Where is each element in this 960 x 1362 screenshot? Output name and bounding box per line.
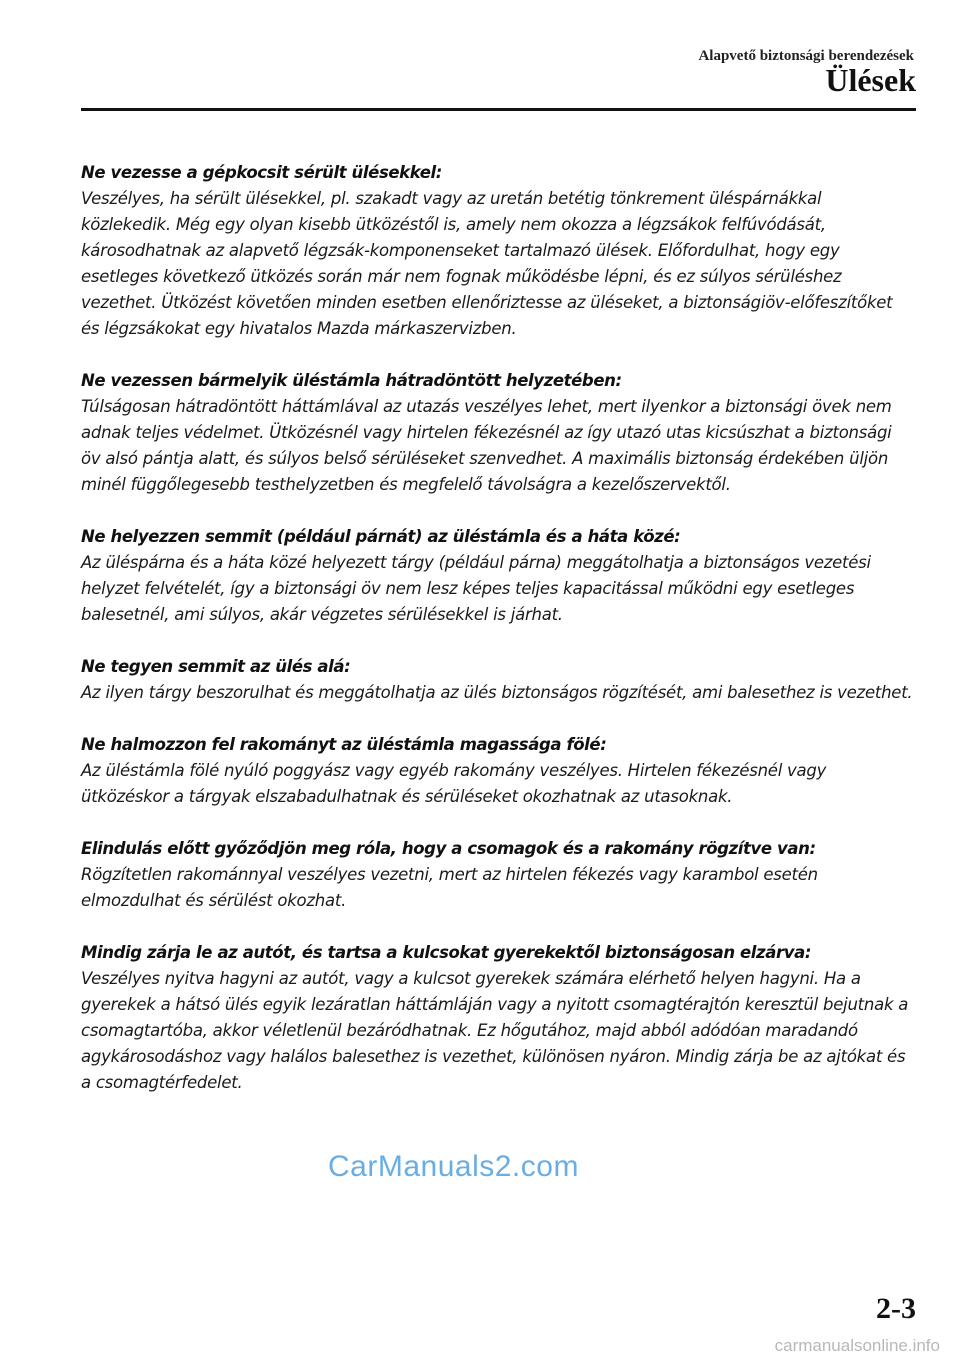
block-heading: Elindulás előtt győződjön meg róla, hogy a csomagok és a rakomány rögzítve van:	[81, 839, 816, 858]
block-heading: Ne vezessen bármelyik üléstámla hátradöntött helyzetében:	[81, 371, 622, 390]
block-heading: Ne halmozzon fel rakományt az üléstámla magassága fölé:	[81, 735, 607, 754]
content-body	[81, 160, 913, 1122]
warning-block-cushion-behind-back	[81, 524, 913, 628]
block-heading: Ne tegyen semmit az ülés alá:	[81, 657, 351, 676]
warning-block-under-seat	[81, 654, 913, 706]
warning-block-damaged-seats	[81, 160, 913, 342]
block-body: Az üléspárna és a háta közé helyezett tárgy (például párna) meggátolhatja a biztonságos vezetési helyzet felvételét, így a biztonsági öv nem lesz képes teljes kapacitással működni egy esetleges balesetnél, ami súlyos, akár végzetes sérülésekkel is járhat.	[81, 553, 871, 624]
footer-watermark: carmanualsonline.info	[774, 1336, 940, 1355]
page-title: Ülések	[825, 62, 916, 98]
header-divider	[81, 108, 916, 111]
page-number: 2-3	[876, 1292, 916, 1325]
watermark-logo: CarManuals2.com	[328, 1150, 579, 1183]
warning-block-reclined-seatback	[81, 368, 913, 498]
block-heading: Mindig zárja le az autót, és tartsa a kulcsokat gyerekektől biztonságosan elzárva:	[81, 943, 812, 962]
block-body: Veszélyes, ha sérült ülésekkel, pl. szakadt vagy az uretán betétig tönkrement üléspárnákkal közlekedik. Még egy olyan kisebb ütközéstől is, amely nem okozza a légzsákok felfúvódását, károsodhatnak az alapvető légzsák-komponenseket tartalmazó ülések. Előfordulhat, hogy egy esetleges következő ütközés során már nem fognak működésbe lépni, és ez súlyos sérüléshez vezethet. Ütközést követően minden esetben ellenőriztesse az üléseket, a biztonságiöv-előfeszítőket és légzsákokat egy hivatalos Mazda márkaszervizben.	[81, 189, 893, 338]
warning-block-secure-cargo	[81, 836, 913, 914]
block-heading: Ne vezesse a gépkocsit sérült ülésekkel:	[81, 163, 442, 182]
block-body: Az üléstámla fölé nyúló poggyász vagy egyéb rakomány veszélyes. Hirtelen fékezésnél vagy ütközéskor a tárgyak elszabadulhatnak és sérüléseket okozhatnak az utasoknak.	[81, 761, 827, 806]
block-heading: Ne helyezzen semmit (például párnát) az üléstámla és a háta közé:	[81, 527, 681, 546]
block-body: Az ilyen tárgy beszorulhat és meggátolhatja az ülés biztonságos rögzítését, ami balesethez is vezethet.	[81, 683, 913, 702]
header-section-title: Alapvető biztonsági berendezések	[698, 48, 914, 64]
block-body: Veszélyes nyitva hagyni az autót, vagy a kulcsot gyerekek számára elérhető helyen hagyni. Ha a gyerekek a hátsó ülés egyik lezáratlan háttámláján vagy a nyitott csomagtérajtón keresztül bejutnak a csomagtartóba, akkor véletlenül bezáródhatnak. Ez hőgutához, majd abból adódóan maradandó agykárosodáshoz vagy halálos balesethez is vezethet, különösen nyáron. Mindig zárja be az ajtókat és a csomagtérfedelet.	[81, 969, 909, 1092]
block-body: Túlságosan hátradöntött háttámlával az utazás veszélyes lehet, mert ilyenkor a biztonsági övek nem adnak teljes védelmet. Ütközésnél vagy hirtelen fékezésnél az így utazó utas kicsúszhat a biztonsági öv alsó pántja alatt, és súlyos belső sérüléseket szenvedhet. A maximális biztonság érdekében üljön minél függőlegesebb testhelyzetben és megfelelő távolságra a kezelőszervektől.	[81, 397, 892, 494]
block-body: Rögzítetlen rakománnyal veszélyes vezetni, mert az hirtelen fékezés vagy karambol esetén elmozdulhat és sérülést okozhat.	[81, 865, 818, 910]
warning-block-cargo-height	[81, 732, 913, 810]
warning-block-lock-car	[81, 940, 913, 1096]
